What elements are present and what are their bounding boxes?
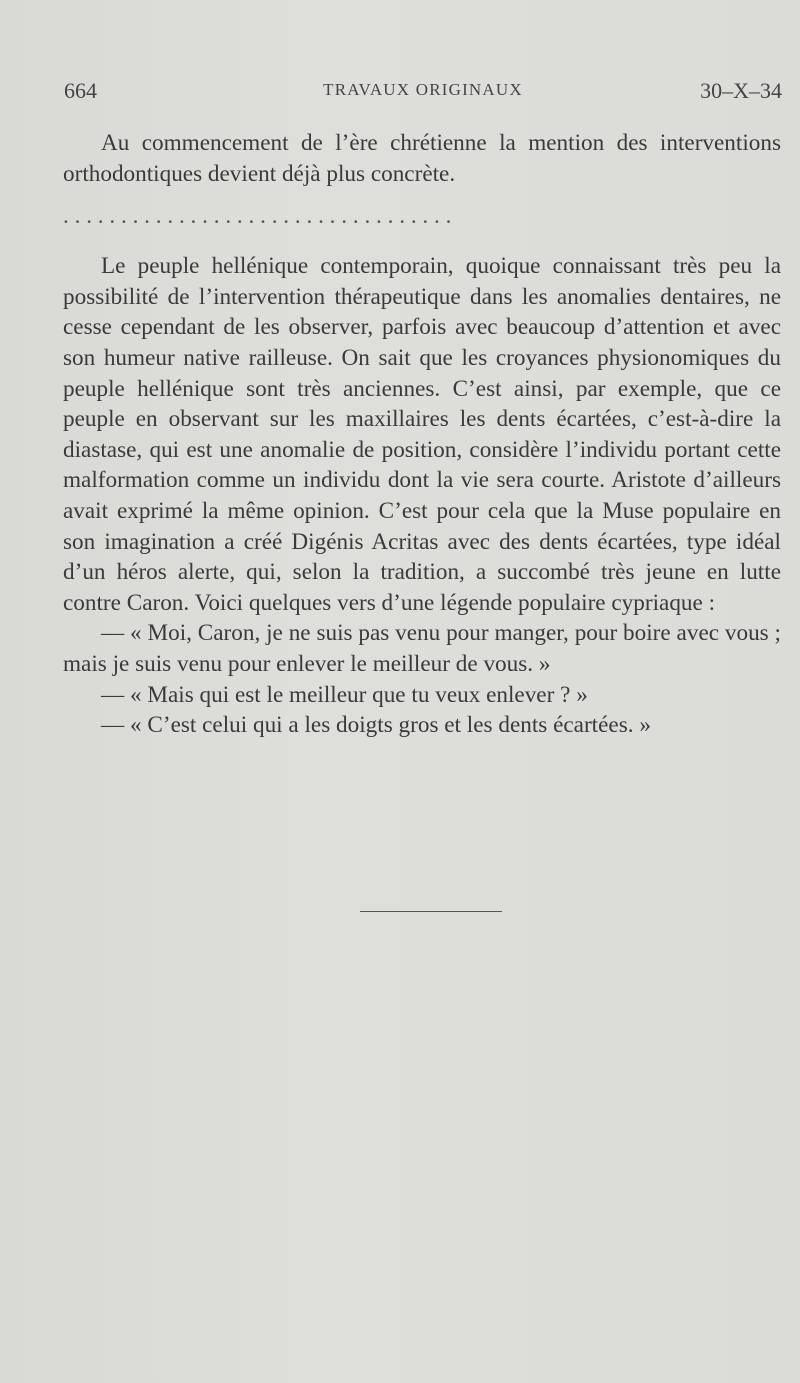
header-date: 30–X–34 [700,78,782,103]
running-title: TRAVAUX ORIGINAUX [323,80,523,99]
page-header [64,78,782,108]
body-text [63,128,781,741]
paragraph-intro: Au commencement de l’ère chrétienne la mention des interventions orthodontiques devient déjà plus concrète. [63,130,781,187]
dialogue-line-2: — « Mais qui est le meilleur que tu veux enlever ? » [101,681,588,708]
page-number: 664 [64,78,97,103]
paragraph-main: Le peuple hellénique contemporain, quoique connaissant très peu la possibilité de l’intervention thérapeutique dans les anomalies dentaires, ne cesse cependant de les observer, parfois avec beaucoup d’attention et avec son humeur native railleuse. On sait que les croyances physionomiques du peuple hellénique sont très anciennes. C’est ainsi, par exemple, que ce peuple en observant sur les maxillaires les dents écartées, c’est-à-dire la diastase, qui est une anomalie de position, considère l’individu portant cette malformation comme un individu dont la vie sera courte. Aristote d’ailleurs avait exprimé la même opinion. C’est pour cela que la Muse populaire en son imagination a créé Digénis Acritas avec des dents écartées, type idéal d’un héros alerte, qui, selon la tradition, a succombé très jeune en lutte contre Caron. Voici quelques vers d’une légende populaire cypriaque : [63,253,781,616]
dialogue-line-3: — « C’est celui qui a les doigts gros et les dents écartées. » [101,712,651,739]
ellipsis-line: . . . . . . . . . . . . . . . . . . . . . . . . . . . . . . . . . . [63,203,452,230]
dialogue-line-1: — « Moi, Caron, je ne suis pas venu pour manger, pour boire avec vous ; mais je suis venu pour enlever le meilleur de vous. » [63,620,781,677]
section-end-rule [360,911,502,912]
